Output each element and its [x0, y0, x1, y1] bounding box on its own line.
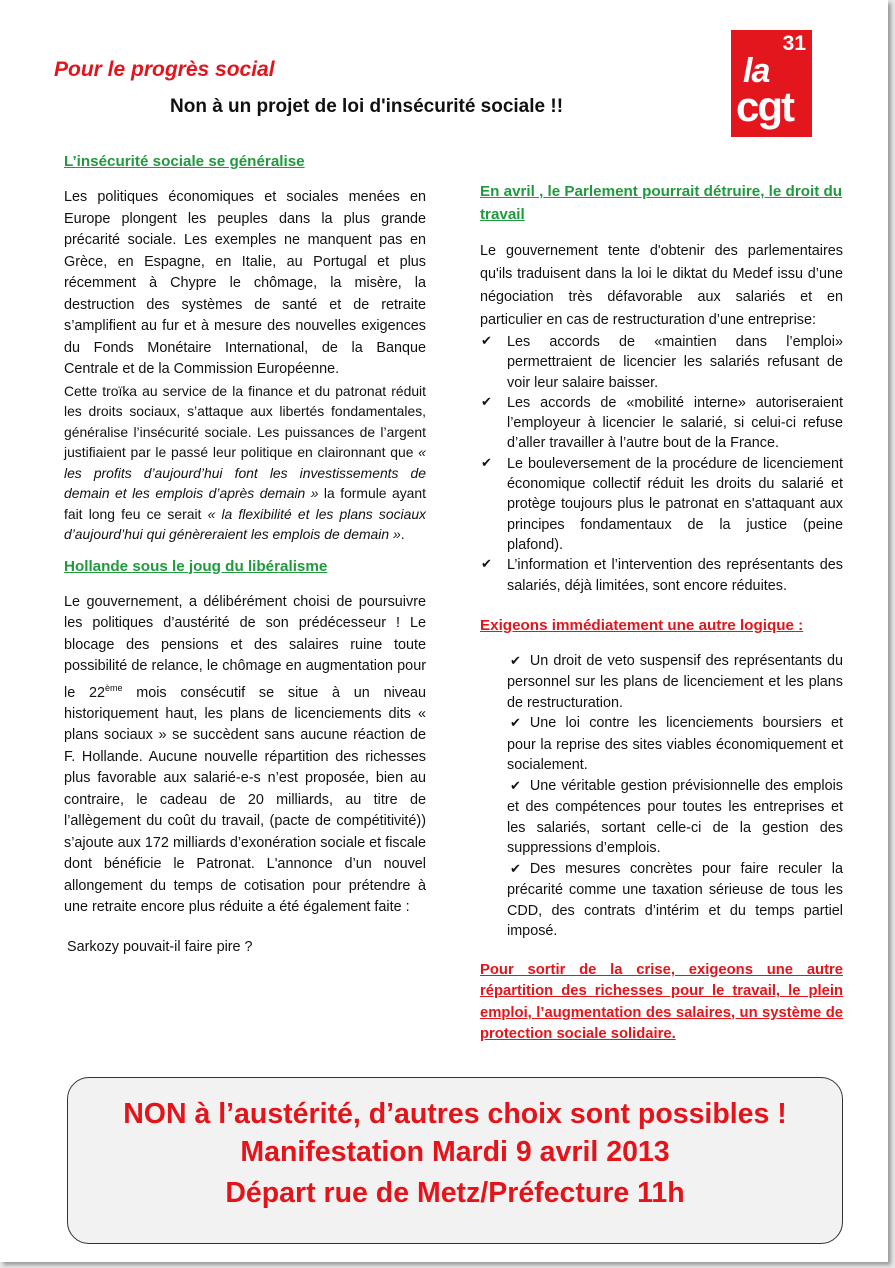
left-column: [64, 150, 426, 958]
list-item: ✔ Une véritable gestion prévisionnelle des emplois et des compétences pour toutes les entreprises et les salariés, sortant celle-ci de la gestion des suppressions d’emplois.: [507, 777, 843, 857]
check-icon: ✔: [510, 778, 521, 794]
section-heading-hollande: Hollande sous le joug du libéralisme: [64, 557, 328, 575]
section-heading-parlement: En avril , le Parlement pourrait détruire, le droit du travail: [480, 183, 843, 223]
list-item: ✔ Le bouleversement de la procédure de licenciement économique collectif réduit les droits du salarié et protège toujours plus le patronat en s'attaquant aux principes fondamentaux de la justice (peine plafond).: [480, 454, 843, 555]
list-item: ✔ Une loi contre les licenciements boursiers et pour la reprise des sites viables économiquement et socialement.: [507, 715, 843, 774]
banner-location: Départ rue de Metz/Préfecture 11h: [225, 1177, 685, 1209]
list-demands: [507, 651, 843, 942]
check-icon: ✔: [510, 861, 521, 877]
list-item: ✔ L’information et l’intervention des représentants des salariés, déjà limitées, sont encore réduites.: [480, 555, 843, 596]
cgt-logo: [731, 30, 812, 137]
check-icon: ✔: [510, 716, 521, 732]
list-accords: [480, 332, 843, 596]
banner-date: Manifestation Mardi 9 avril 2013: [240, 1136, 670, 1168]
list-item: ✔ Les accords de «maintien dans l’emploi» permettraient de licencier les salariés refusant de voir leur salaire baisser.: [480, 332, 843, 393]
check-icon: ✔: [510, 653, 521, 669]
right-column: [480, 180, 843, 1046]
quote-profits: « les profits d’aujourd’hui font les investissements de demain et les emplois d’après demain »: [64, 444, 426, 501]
manifestation-banner: [67, 1077, 843, 1244]
logo-cgt: cgt: [736, 83, 793, 130]
paragraph-medef: Le gouvernement tente d'obtenir des parlementaires qu'ils traduisent dans la loi le diktat du Medef issu d’une négociation très défavorable aux salariés et en particulier en cas de restructuration d’une entreprise:: [480, 243, 843, 328]
banner-slogan: NON à l’austérité, d’autres choix sont possibles !: [123, 1098, 787, 1130]
logo-number: 31: [782, 32, 806, 55]
paragraph-europe: Les politiques économiques et sociales menées en Europe plongent les peuples dans la plus grande précarité sociale. Les exemples ne manquent pas en Grèce, en Espagne, en Italie, au Portugal et plus récemment à Chypre le chômage, la misère, la destruction des systèmes de santé et de retraite s’amplifient au fur et à mesure des nouvelles exigences du Fonds Monétaire International, de la Banque Centrale et de la Commission Européenne.: [64, 189, 426, 377]
list-item: ✔ Les accords de «mobilité interne» autoriseraient l’employeur à licencier le salarié, si celui-ci refuse d’aller travailler à l’autre bout de la France.: [480, 393, 843, 454]
paragraph-troika: Cette troïka au service de la finance et du patronat réduit les droits sociaux, s’attaque aux libertés fondamentales, généralise l’insécurité sociale. Les puissances de l’argent justifiaient par le passé leur politique en claironnant que « les profits d’aujourd’hui font les investissements de demain et les emplois d’après demain » la formule ayant fait long feu ce serait « la flexibilité et les plans sociaux d’aujourd’hui qui génèreraient les emplois de demain ».: [64, 382, 426, 542]
section-heading-insecurite: L’insécurité sociale se généralise: [64, 153, 305, 170]
paragraph-gouvernement: Le gouvernement, a délibérément choisi de poursuivre les politiques d’austérité de son prédécesseur ! Le blocage des pensions et des salaires ruine toute possibilité de relance, le chômage en augmentation pour le 22ème mois consécutif se situe à un niveau historiquement haut, les plans de licenciements dits « plans sociaux » se succèdent sans aucune réaction de F. Hollande. Aucune nouvelle répartition des richesses plus favorable aux salarié-e-s n’est proposée, bien au contraire, le cadeau de 20 milliards, au titre de l’allègement du coût du travail, (pacte de compétitivité)) s’ajoute aux 172 milliards d’exonération sociale et fiscale dont bénéficie le Patronat. L'annonce d’un nouvel allongement du temps de cotisation pour prétendre à une retraite encore plus réduite a été également faite :: [64, 593, 426, 916]
list-item: ✔ Des mesures concrètes pour faire reculer la précarité comme une taxation sérieuse de tous les CDD, des contrats d’intérim et du temps partiel imposé.: [507, 860, 843, 940]
logo-la: la: [743, 52, 770, 90]
quote-flexibilite: « la flexibilité et les plans sociaux d’aujourd’hui qui génèreraient les emplois de demain »: [64, 505, 426, 542]
list-item: ✔ Un droit de veto suspensif des représentants du personnel sur les plans de licenciement et les plans de restructuration.: [507, 652, 843, 711]
section-heading-exigeons: Exigeons immédiatement une autre logique :: [480, 616, 804, 634]
question-sarkozy: Sarkozy pouvait-il faire pire ?: [67, 938, 253, 955]
headline: Non à un projet de loi d'insécurité sociale !!: [170, 96, 564, 117]
closing-statement: Pour sortir de la crise, exigeons une autre répartition des richesses pour le travail, le plein emploi, l’augmentation des salaires, un système de protection sociale solidaire.: [480, 961, 843, 1043]
tagline: Pour le progrès social: [54, 58, 275, 81]
